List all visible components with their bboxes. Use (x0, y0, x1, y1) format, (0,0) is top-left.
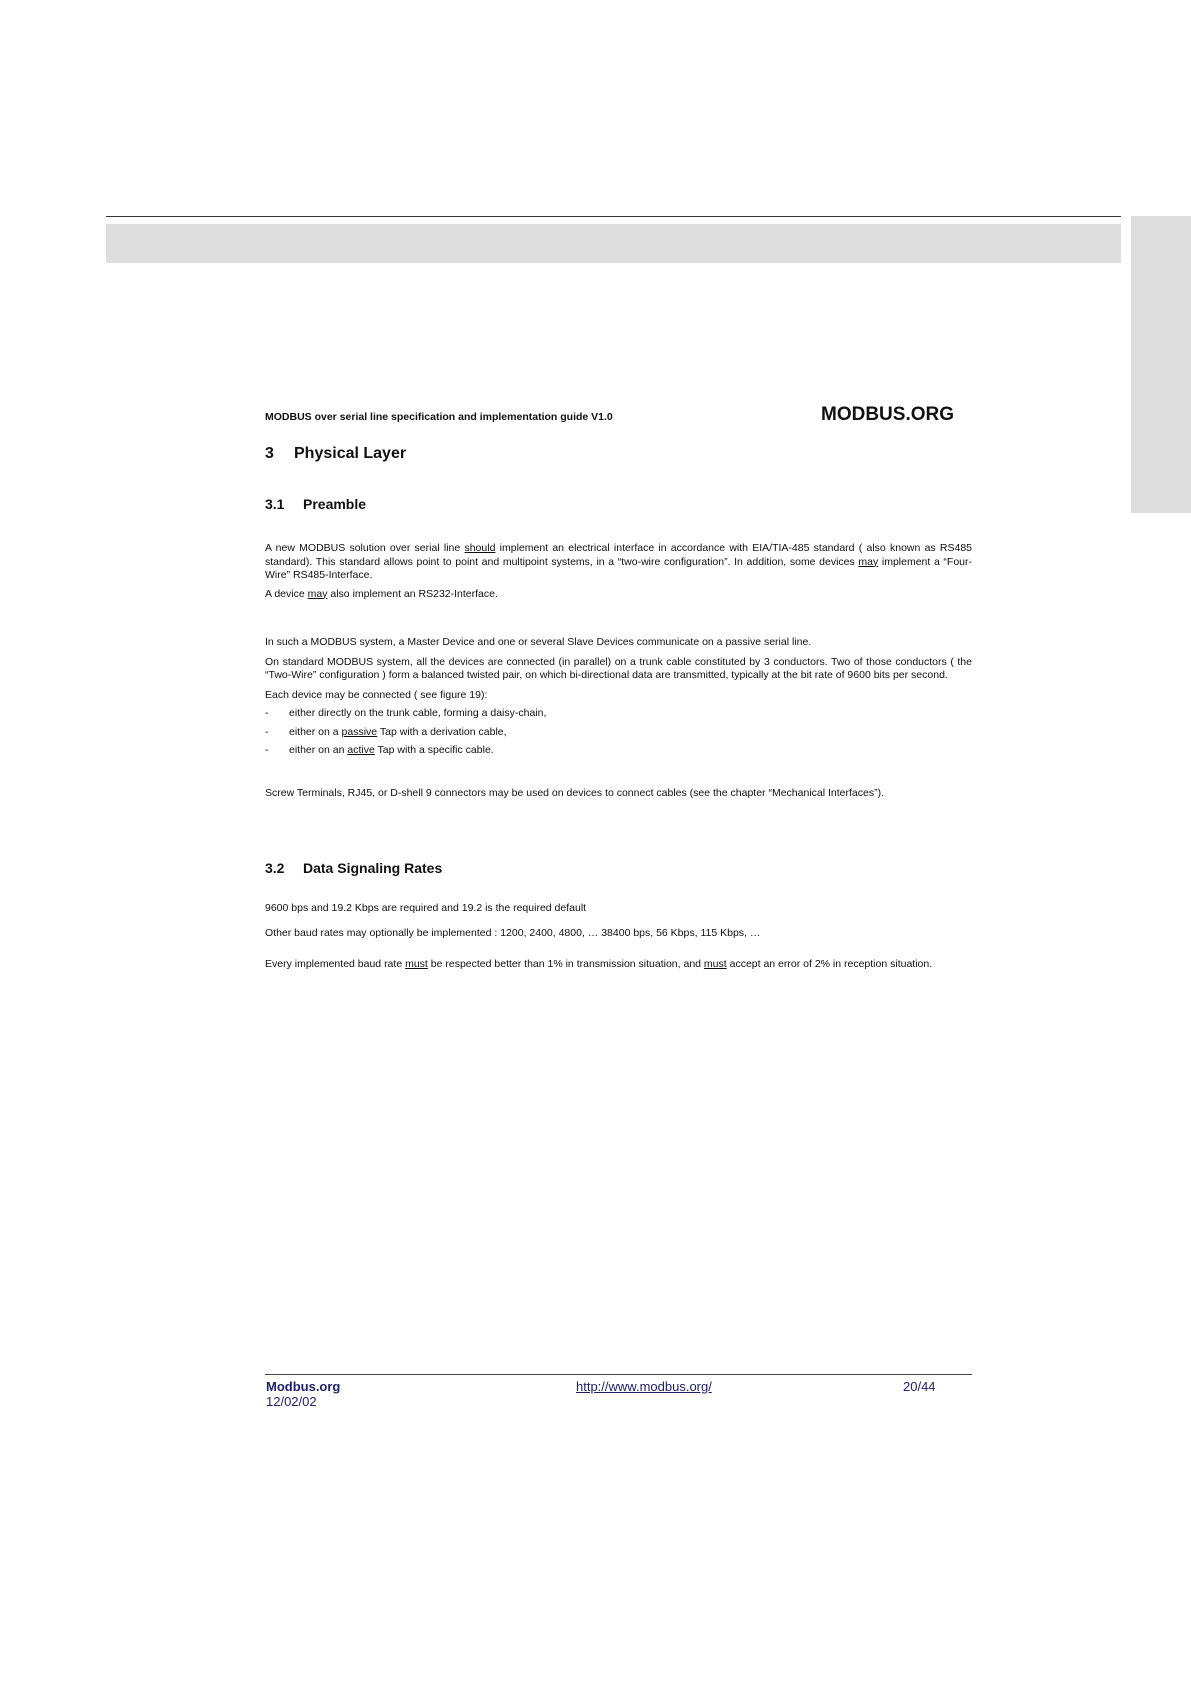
footer-left (266, 1379, 340, 1409)
footer-org: Modbus.org (266, 1379, 341, 1394)
brand-logo-text: MODBUS.ORG (821, 404, 954, 425)
list-item: - either on a passive Tap with a derivation cable, (265, 725, 507, 738)
paragraph-preamble-6: Screw Terminals, RJ45, or D-shell 9 connectors may be used on devices to connect cables (see the chapter “Mechanical Interfaces”). (265, 786, 885, 799)
side-tab (1131, 216, 1191, 513)
footer-rule (265, 1374, 972, 1375)
paragraph-rates-3: Every implemented baud rate must be respected better than 1% in transmission situation, and must accept an error of 2% in reception situation. (265, 958, 933, 970)
document-page (265, 400, 972, 972)
paragraph-preamble-3: In such a MODBUS system, a Master Device and one or several Slave Devices communicate on a passive serial line. (265, 636, 812, 648)
paragraph-preamble-5: Each device may be connected ( see figure 19): (265, 688, 488, 701)
list-item: - either on an active Tap with a specific cable. (265, 744, 494, 756)
footer-page-number: 20/44 (903, 1379, 936, 1394)
page-footer (265, 1374, 972, 1409)
paragraph-preamble-4: On standard MODBUS system, all the devices are connected (in parallel) on a trunk cable constituted by 3 conductors. Two of those conductors ( the “Two-Wire” configuration ) form a balanced twisted pair, on which bi-directional data are transmitted, typically at the bit rate of 9600 bits per second. (265, 655, 972, 681)
document-title: MODBUS over serial line specification and implementation guide V1.0 (265, 411, 613, 423)
list-item: - either directly on the trunk cable, forming a daisy-chain, (265, 707, 547, 719)
top-rule (106, 216, 1121, 217)
paragraph-preamble-1: A new MODBUS solution over serial line should implement an electrical interface in accordance with EIA/TIA-485 standard ( also known as RS485 standard). This standard allows point to point and multipoint systems, in a “two-wire configuration”. In addition, some devices may implement a “Four-Wire” RS485-Interface. (265, 542, 973, 581)
paragraph-rates-2: Other baud rates may optionally be implemented : 1200, 2400, 4800, … 38400 bps, 56 Kbps, 115 Kbps, … (265, 926, 761, 939)
paragraph-preamble-2: A device may also implement an RS232-Interface. (265, 587, 498, 600)
section-heading-physical-layer: 3 Physical Layer (265, 445, 407, 462)
section-heading-data-signaling-rates: 3.2 Data Signaling Rates (265, 860, 443, 876)
document-header (265, 400, 972, 434)
header-band (106, 224, 1121, 263)
section-heading-preamble: 3.1 Preamble (265, 496, 367, 512)
footer-date: 12/02/02 (266, 1394, 317, 1409)
paragraph-rates-1: 9600 bps and 19.2 Kbps are required and 19.2 is the required default (265, 902, 587, 914)
footer-url-link[interactable]: http://www.modbus.org/ (576, 1379, 712, 1394)
